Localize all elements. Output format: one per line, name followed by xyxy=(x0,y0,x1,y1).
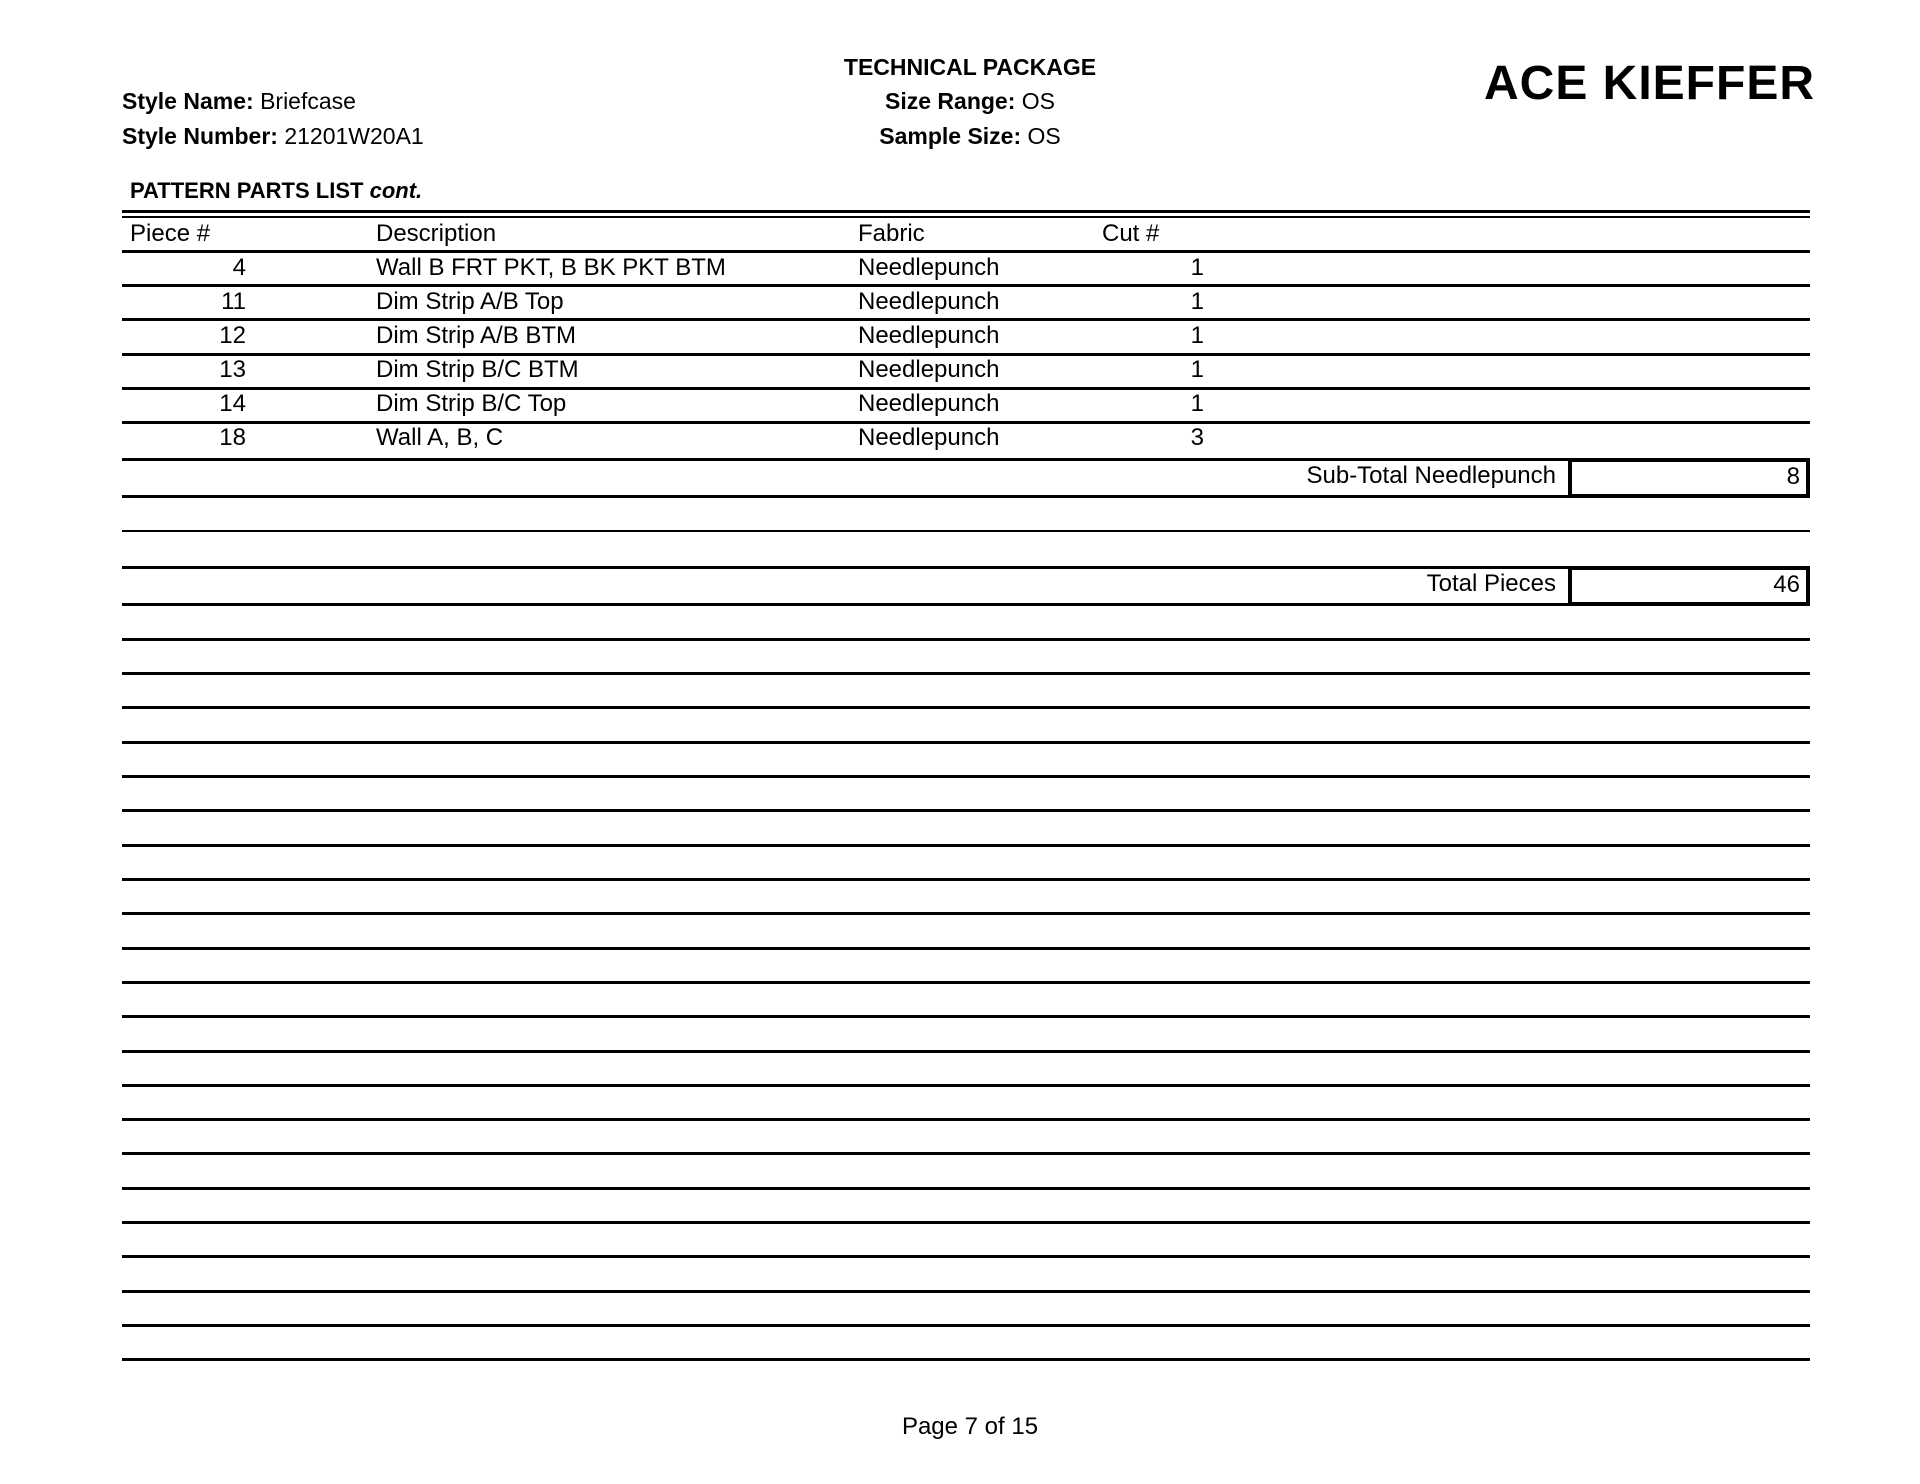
row-divider xyxy=(122,1118,1810,1121)
row-divider xyxy=(122,421,1810,424)
column-header-cut: Cut # xyxy=(1102,220,1160,247)
row-divider xyxy=(122,566,1810,569)
table-cell-piece: 11 xyxy=(221,288,246,315)
sample-size-label: Sample Size: xyxy=(879,123,1022,149)
row-divider xyxy=(122,1221,1810,1224)
row-divider xyxy=(122,775,1810,778)
table-cell-description: Dim Strip B/C Top xyxy=(376,390,567,417)
table-cell-cut: 3 xyxy=(1190,424,1204,451)
row-divider xyxy=(122,741,1810,744)
total-label: Total Pieces xyxy=(1426,570,1556,597)
table-cell-fabric: Needlepunch xyxy=(858,356,1000,383)
table-cell-fabric: Needlepunch xyxy=(858,322,1000,349)
section-title: PATTERN PARTS LIST cont. xyxy=(130,178,423,203)
style-number-value: 21201W20A1 xyxy=(284,123,424,149)
row-divider xyxy=(122,1255,1810,1258)
row-divider xyxy=(122,878,1810,881)
subtotal-value: 8 xyxy=(1568,458,1810,498)
table-cell-cut: 1 xyxy=(1190,390,1204,417)
size-range-line xyxy=(760,86,1180,116)
table-cell-description: Dim Strip A/B BTM xyxy=(376,322,577,349)
table-cell-description: Wall B FRT PKT, B BK PKT BTM xyxy=(376,254,726,281)
style-name-value: Briefcase xyxy=(260,88,356,114)
style-number-label: Style Number: xyxy=(122,123,278,149)
row-divider xyxy=(122,1324,1810,1327)
row-divider xyxy=(122,672,1810,675)
table-cell-piece: 4 xyxy=(232,254,246,281)
table-cell-fabric: Needlepunch xyxy=(858,424,1000,451)
row-divider xyxy=(122,1015,1810,1018)
table-cell-cut: 1 xyxy=(1190,254,1204,281)
table-cell-fabric: Needlepunch xyxy=(858,254,1000,281)
top-rule xyxy=(122,210,1810,213)
total-value: 46 xyxy=(1568,566,1810,606)
table-cell-piece: 13 xyxy=(219,356,246,383)
row-divider xyxy=(122,603,1810,606)
row-divider xyxy=(122,250,1810,253)
table-cell-fabric: Needlepunch xyxy=(858,390,1000,417)
row-divider xyxy=(122,1290,1810,1293)
size-range-value: OS xyxy=(1021,88,1055,114)
row-divider xyxy=(122,495,1810,498)
row-divider xyxy=(122,284,1810,287)
table-cell-description: Dim Strip B/C BTM xyxy=(376,356,579,383)
row-divider xyxy=(122,530,1810,532)
sample-size-line xyxy=(760,121,1180,151)
subtotal-label: Sub-Total Needlepunch xyxy=(1306,462,1556,489)
row-divider xyxy=(122,1152,1810,1155)
table-cell-fabric: Needlepunch xyxy=(858,288,1000,315)
page-number: Page 7 of 15 xyxy=(901,1413,1039,1440)
row-divider xyxy=(122,387,1810,390)
table-cell-piece: 12 xyxy=(219,322,246,349)
column-header-description: Description xyxy=(376,220,497,247)
sample-size-value: OS xyxy=(1027,123,1061,149)
section-title-suffix: cont. xyxy=(369,178,423,203)
table-cell-cut: 1 xyxy=(1190,356,1204,383)
table-cell-cut: 1 xyxy=(1190,288,1204,315)
table-cell-piece: 14 xyxy=(219,390,246,417)
row-divider xyxy=(122,1050,1810,1053)
row-divider xyxy=(122,912,1810,915)
row-divider xyxy=(122,458,1810,461)
doc-title: TECHNICAL PACKAGE xyxy=(843,54,1097,80)
column-header-piece: Piece # xyxy=(130,220,211,247)
row-divider xyxy=(122,947,1810,950)
row-divider xyxy=(122,1187,1810,1190)
row-divider xyxy=(122,638,1810,641)
row-divider xyxy=(122,1084,1810,1087)
row-divider xyxy=(122,809,1810,812)
style-name-label: Style Name: xyxy=(122,88,254,114)
row-divider xyxy=(122,1358,1810,1361)
row-divider xyxy=(122,844,1810,847)
table-cell-cut: 1 xyxy=(1190,322,1204,349)
style-name-line xyxy=(122,86,356,116)
row-divider xyxy=(122,706,1810,709)
row-divider xyxy=(122,318,1810,321)
column-header-fabric: Fabric xyxy=(858,220,925,247)
row-divider xyxy=(122,981,1810,984)
table-cell-description: Dim Strip A/B Top xyxy=(376,288,564,315)
table-cell-piece: 18 xyxy=(219,424,246,451)
size-range-label: Size Range: xyxy=(885,88,1016,114)
table-cell-description: Wall A, B, C xyxy=(376,424,504,451)
style-number-line xyxy=(122,121,424,151)
row-divider xyxy=(122,353,1810,356)
brand-logo: ACE KIEFFER xyxy=(1483,57,1815,110)
